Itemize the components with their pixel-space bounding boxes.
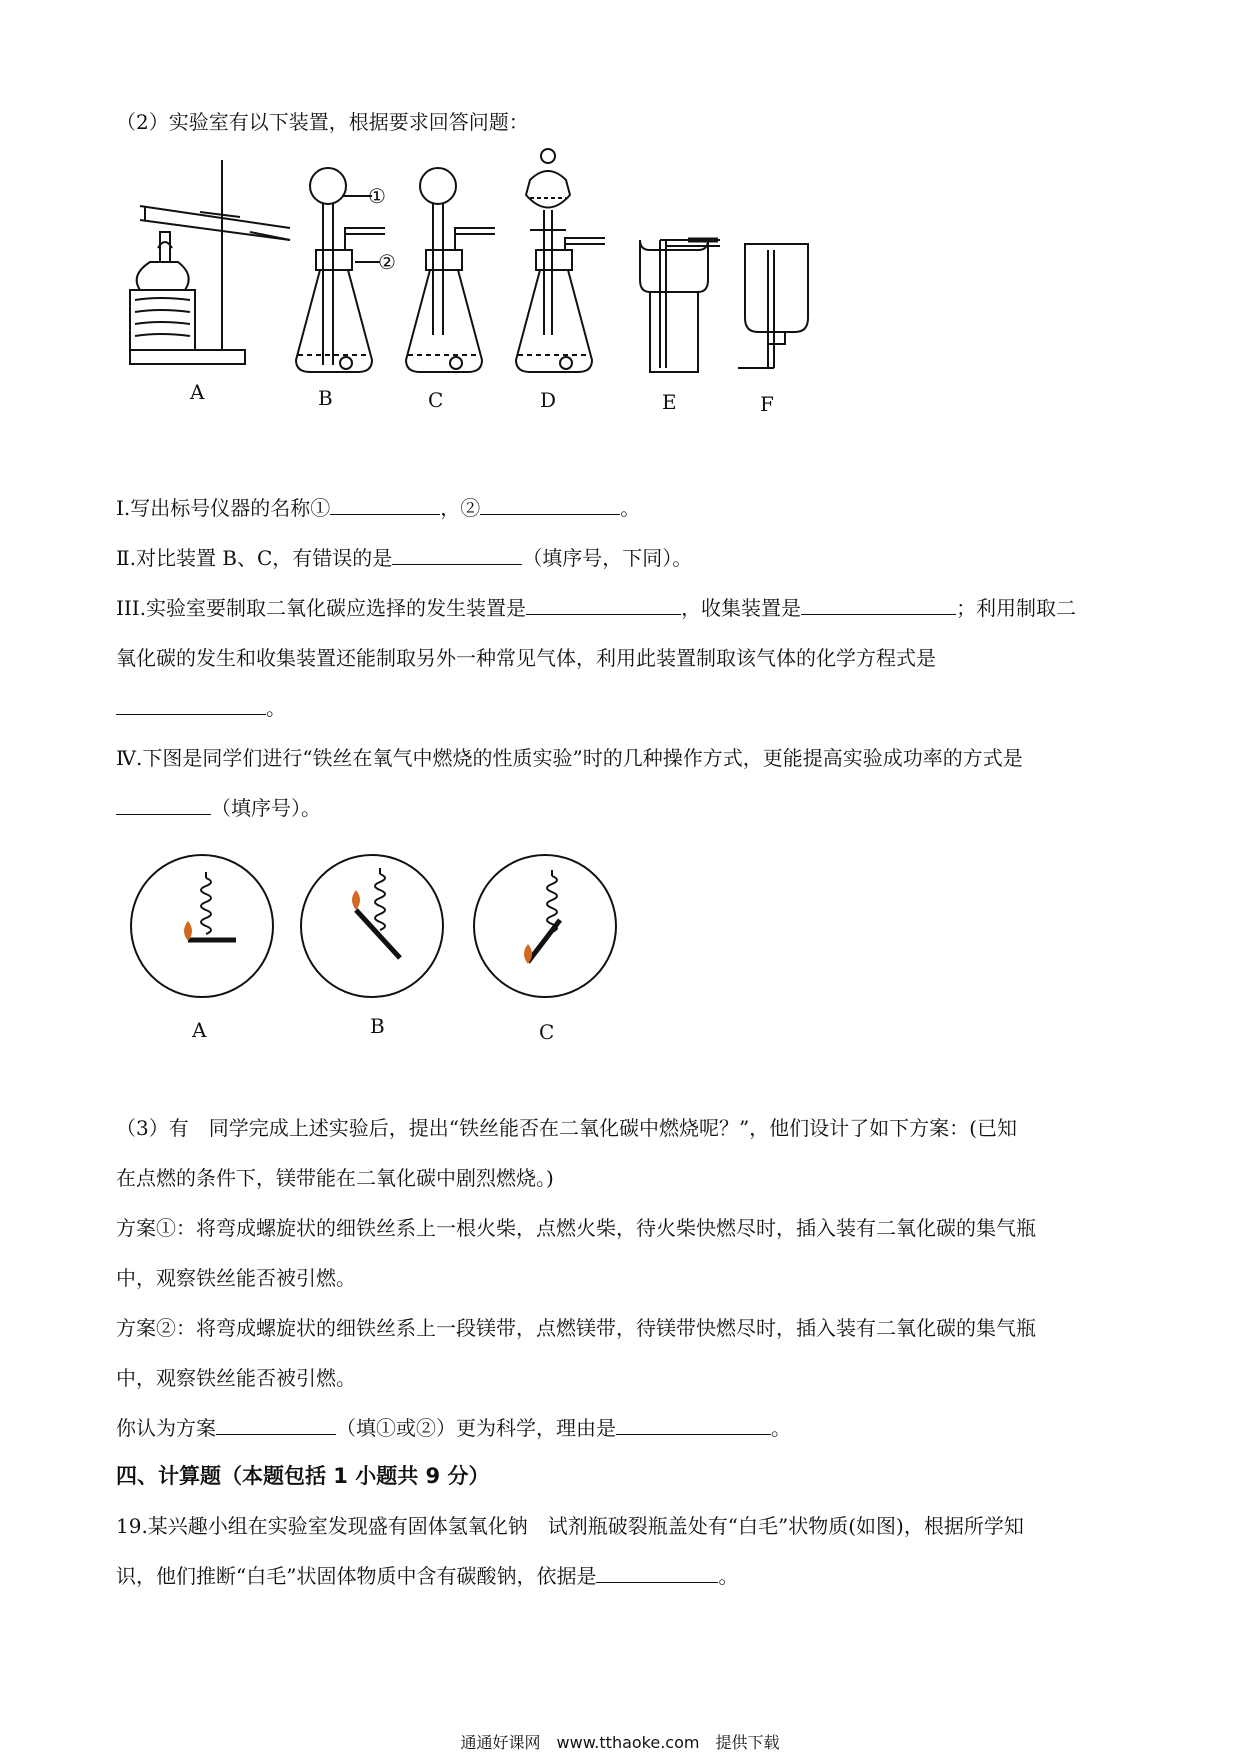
circle-label-C: C bbox=[539, 1020, 555, 1044]
marker-2: ② bbox=[378, 250, 396, 274]
circle-label-A: A bbox=[192, 1018, 207, 1042]
q2-III-line3: 。 bbox=[116, 694, 286, 722]
q3-line7: 你认为方案 （填①或②）更为科学，理由是 。 bbox=[116, 1416, 791, 1440]
q3-line3: 方案①：将弯成螺旋状的细铁丝系上一根火柴，点燃火柴，待火柴快燃尽时，插入装有二氧化碳的集气瓶 bbox=[116, 1216, 1036, 1240]
q2-IV-line2: （填序号）。 bbox=[116, 794, 321, 822]
q3-line4: 中，观察铁丝能否被引燃。 bbox=[116, 1266, 356, 1290]
circle-C bbox=[474, 855, 616, 997]
q3-line6: 中，观察铁丝能否被引燃。 bbox=[116, 1366, 356, 1390]
blank-q3-2[interactable] bbox=[616, 1414, 771, 1435]
label-D: D bbox=[540, 388, 557, 412]
q19-line2: 识，他们推断“白毛”状固体物质中含有碳酸钠，依据是 。 bbox=[116, 1564, 739, 1588]
q2-II: Ⅱ.对比装置 B、C，有错误的是 （填序号，下同）。 bbox=[116, 546, 693, 570]
q19-line1: 19.某兴趣小组在实验室发现盛有固体氢氧化钠 试剂瓶破裂瓶盖处有“白毛”状物质(如图)，根据所学知 bbox=[116, 1514, 1024, 1538]
label-B: B bbox=[318, 386, 333, 410]
label-F: F bbox=[760, 392, 774, 416]
q3-line2: 在点燃的条件下，镁带能在二氧化碳中剧烈燃烧。) bbox=[116, 1166, 554, 1190]
page-footer: 通通好课网 www.tthaoke.com 提供下载 bbox=[460, 1733, 780, 1752]
label-E: E bbox=[662, 390, 677, 414]
q3-line5: 方案②：将弯成螺旋状的细铁丝系上一段镁带，点燃镁带，待镁带快燃尽时，插入装有二氧化碳的集气瓶 bbox=[116, 1316, 1036, 1340]
q2-III-line2: 氧化碳的发生和收集装置还能制取另外一种常见气体，利用此装置制取该气体的化学方程式是 bbox=[116, 646, 936, 670]
blank-q19[interactable] bbox=[596, 1562, 718, 1583]
marker-1: ① bbox=[368, 184, 386, 208]
section-4-heading: 四、计算题（本题包括 1 小题共 9 分） bbox=[116, 1464, 490, 1488]
q3-line1: （3）有 同学完成上述实验后，提出“铁丝能否在二氧化碳中燃烧呢？”，他们设计了如下方案：(已知 bbox=[116, 1116, 1017, 1140]
q2-intro: （2）实验室有以下装置，根据要求回答问题： bbox=[116, 110, 529, 134]
circle-label-B: B bbox=[370, 1014, 385, 1038]
q2-IV-line1: Ⅳ.下图是同学们进行“铁丝在氧气中燃烧的性质实验”时的几种操作方式，更能提高实验成功率的方式是 bbox=[116, 746, 1023, 770]
circle-A bbox=[131, 855, 273, 997]
label-A: A bbox=[190, 380, 205, 404]
q2-III-line1: III.实验室要制取二氧化碳应选择的发生装置是 ，收集装置是 ；利用制取二 bbox=[116, 596, 1077, 620]
label-C: C bbox=[428, 388, 444, 412]
blank-q3-1[interactable] bbox=[216, 1414, 336, 1435]
q2-I: Ⅰ.写出标号仪器的名称① ，② 。 bbox=[116, 496, 641, 520]
